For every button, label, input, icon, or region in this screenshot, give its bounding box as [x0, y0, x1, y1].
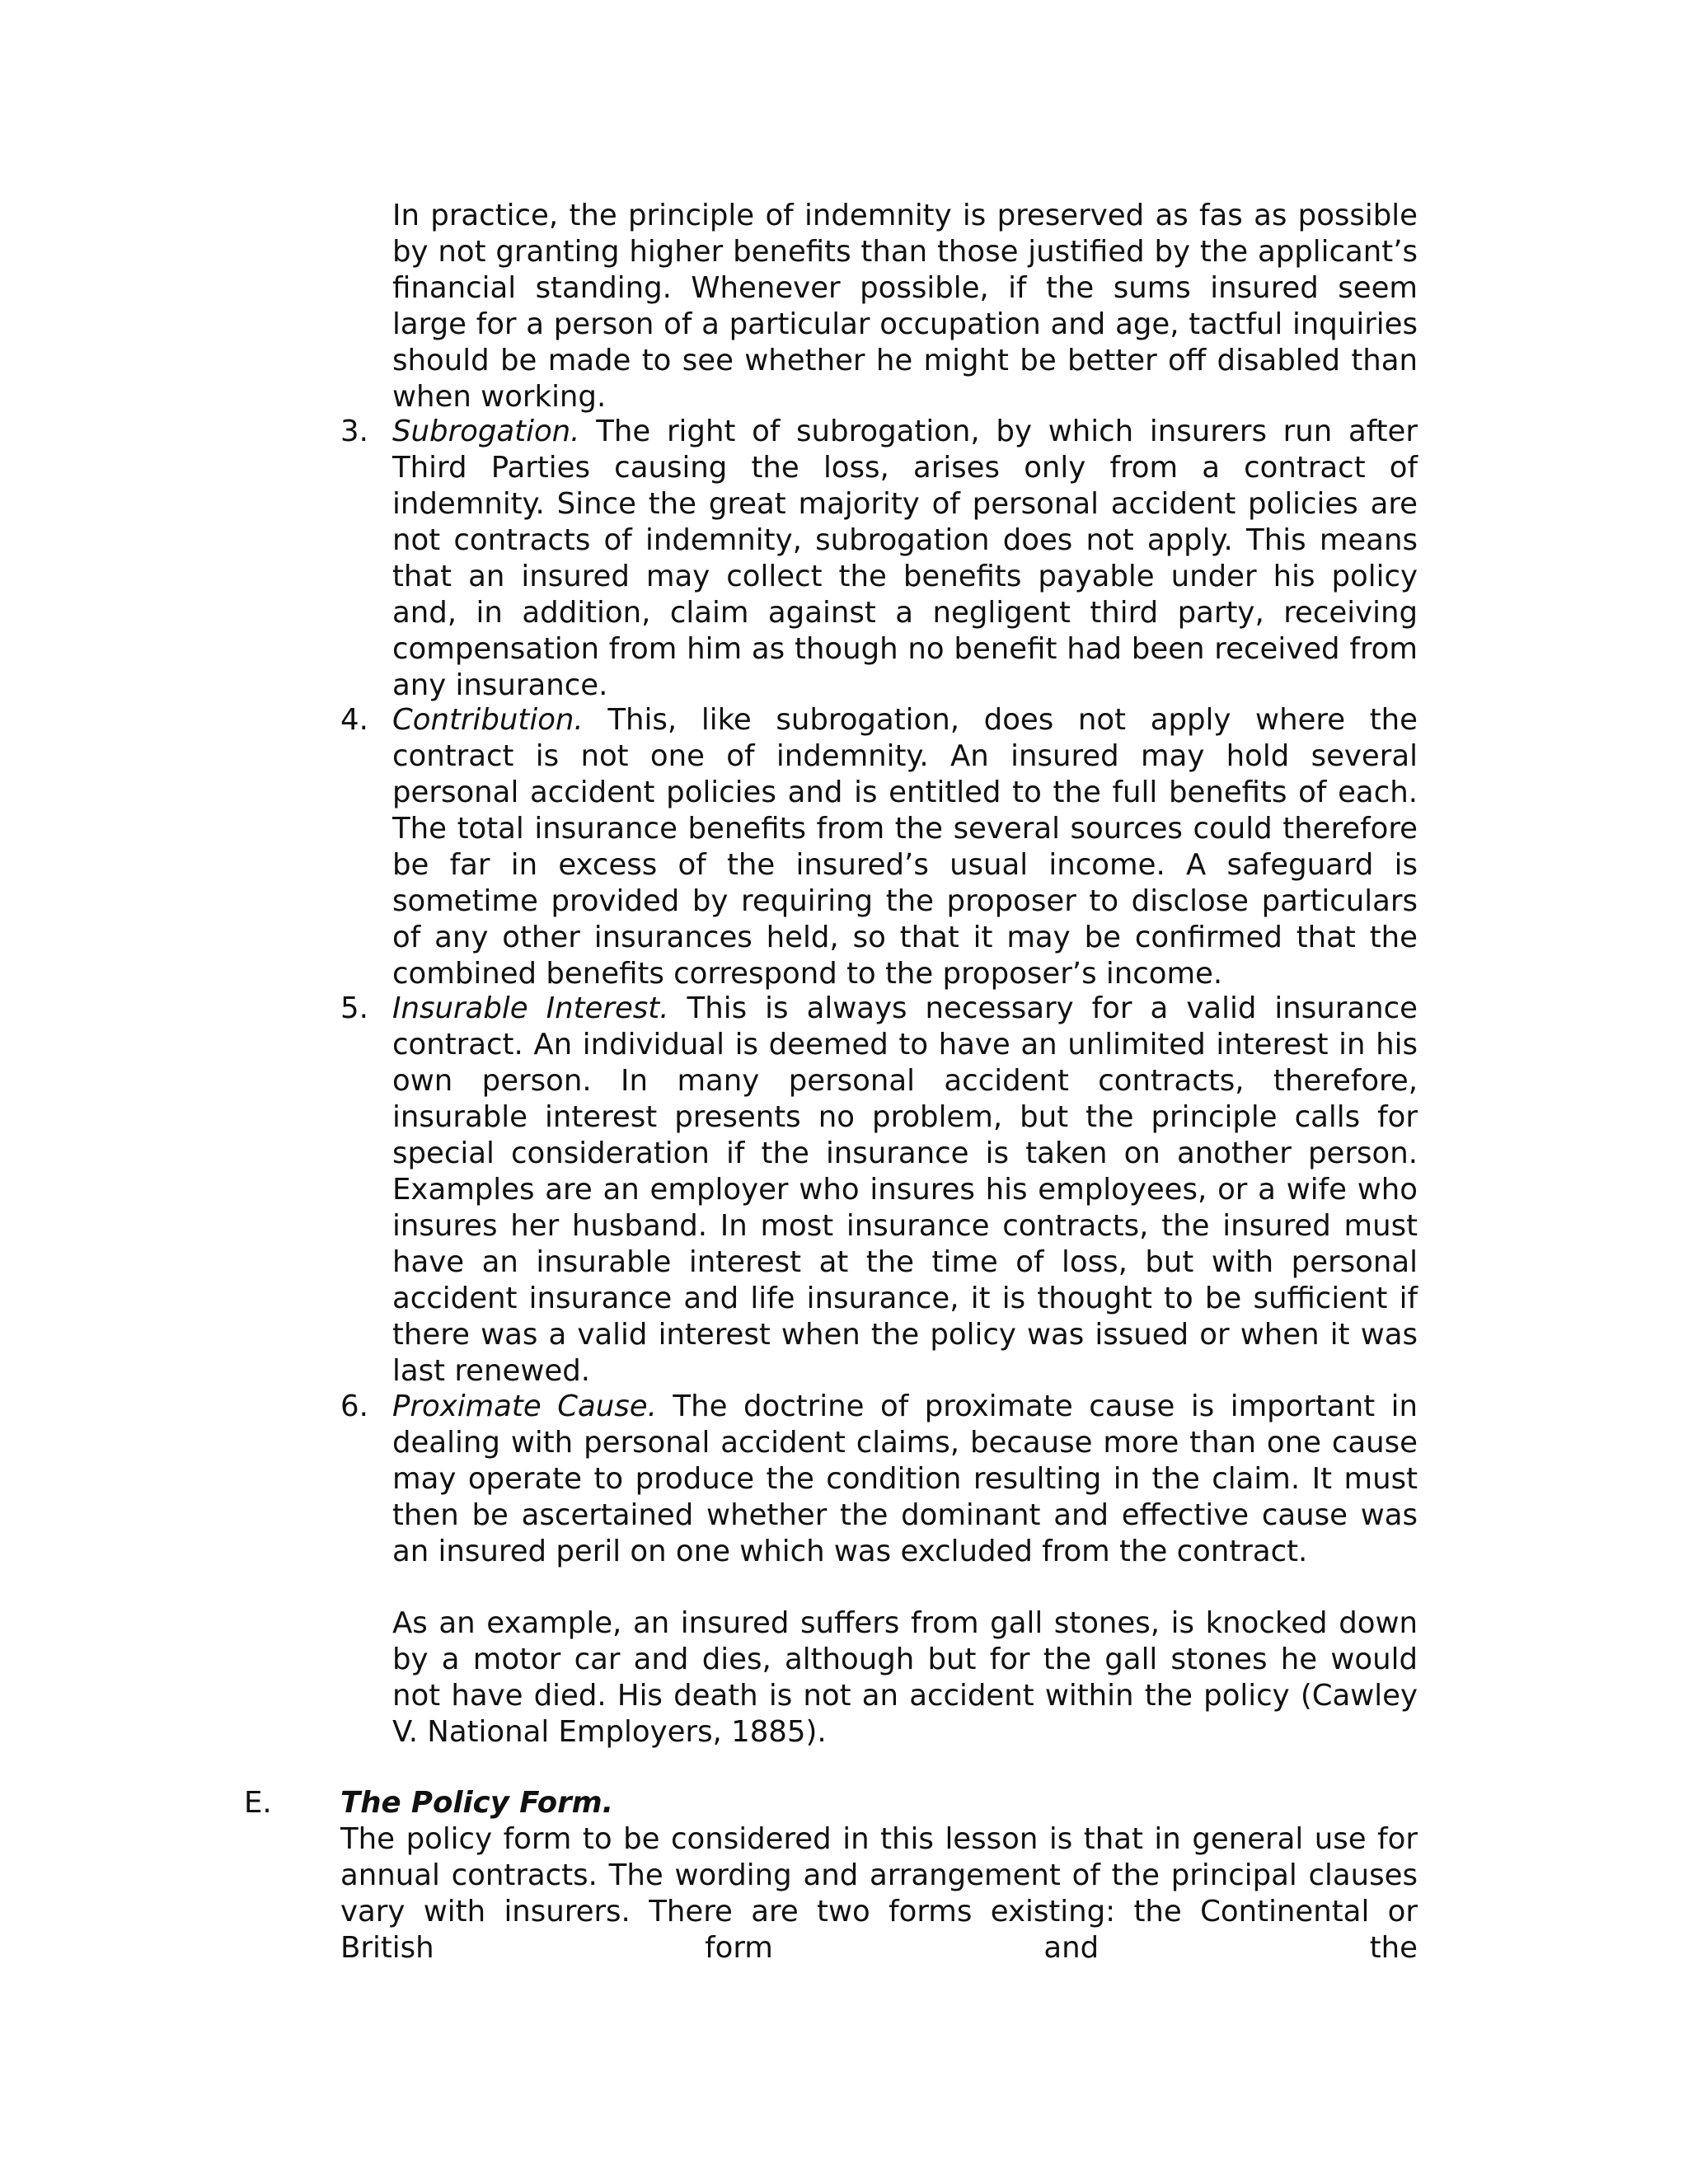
list-item-text: This is always necessary for a valid insurance contract. An individual is deemed to have an unlimited interest in his own person. In many personal accident contracts, therefore, insurable interest presents no problem, but the principle calls for special consideration if the insurance is taken on another person. Examples are an employer who insures his employees, or a wife who insures her husband. In most insurance contracts, the insured must have an insurable interest at the time of loss, but with personal accident insurance and life insurance, it is thought to be sufficient if there was a valid interest when the policy was issued or when it was last renewed.: [392, 991, 1418, 1388]
section-title: The Policy Form.: [340, 1786, 614, 1820]
list-item-lead: Subrogation.: [392, 415, 580, 448]
policy-form-paragraph: The policy form to be considered in this lesson is that in general use for annual contracts. The wording and arrangement of the principal clauses vary with insurers. There are two forms existing: the Continental or British form and the: [340, 1822, 1418, 1965]
list-item-text: The right of subrogation, by which insurers run after Third Parties causing the loss, arises only from a contract of indemnity. Since the great majority of personal accident policies are not contracts of indemnity, subrogation does not apply. This means that an insured may collect the benefits payable under his policy and, in addition, claim against a negligent third party, receiving compensation from him as though no benefit had been received from any insurance.: [392, 415, 1418, 702]
list-item-number: 5.: [340, 991, 368, 1025]
list-item-proximate-cause: [340, 1389, 1418, 1570]
list-item-lead: Insurable Interest.: [392, 991, 669, 1025]
indemnity-practice-paragraph: In practice, the principle of indemnity is preserved as fas as possible by not granting higher benefits than those justified by the applicant’s financial standing. Whenever possible, if the sums insured seem large for a person of a particular occupation and age, tactful inquiries should be made to see whether he might be better off disabled than when working.: [392, 199, 1418, 414]
list-item-body: [392, 991, 1418, 1390]
list-item-lead: Proximate Cause.: [392, 1390, 657, 1423]
section-letter: E.: [244, 1786, 272, 1820]
list-item-number: 6.: [340, 1390, 368, 1423]
list-item-subrogation: [340, 414, 1418, 704]
gall-stones-example-paragraph: As an example, an insured suffers from gall stones, is knocked down by a motor car and dies, although but for the gall stones he would not have died. His death is not an accident within the policy (Cawley V. National Employers, 1885).: [392, 1606, 1418, 1749]
list-item-contribution: [340, 702, 1418, 992]
list-item-text: This, like subrogation, does not apply where the contract is not one of indemnity. An insured may hold several personal accident policies and is entitled to the full benefits of each. The total insurance benefits from the several sources could therefore be far in excess of the insured’s usual income. A safeguard is sometime provided by requiring the proposer to disclose particulars of any other insurances held, so that it may be confirmed that the combined benefits correspond to the proposer’s income.: [392, 703, 1418, 991]
list-item-lead: Contribution.: [392, 703, 584, 737]
list-item-text: The doctrine of proximate cause is important in dealing with personal accident claims, because more than one cause may operate to produce the condition resulting in the claim. It must then be ascertained whether the dominant and effective cause was an insured peril on one which was excluded from the contract.: [392, 1390, 1418, 1568]
list-item-number: 4.: [340, 703, 368, 737]
list-item-body: [392, 414, 1418, 704]
list-item-insurable-interest: [340, 991, 1418, 1390]
list-item-body: [392, 1389, 1418, 1570]
list-item-number: 3.: [340, 415, 368, 448]
list-item-body: [392, 702, 1418, 992]
